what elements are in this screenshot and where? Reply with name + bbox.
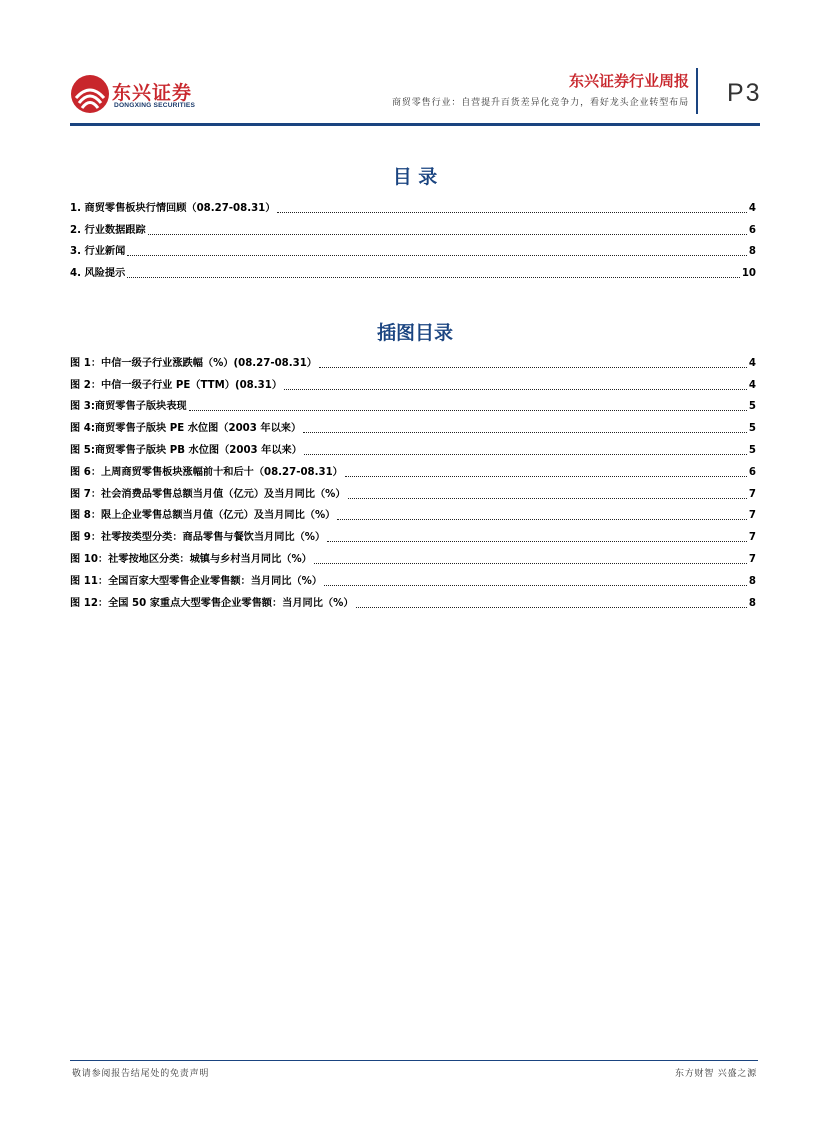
figure-item[interactable] bbox=[70, 502, 756, 524]
toc-item[interactable] bbox=[70, 194, 756, 216]
report-subtitle: 商贸零售行业：自营提升百货差异化竞争力，看好龙头企业转型布局 bbox=[391, 98, 689, 108]
figure-item-label: 图 7：社会消费品零售总额当月值（亿元）及当月同比（%） bbox=[70, 488, 346, 500]
dot-leader bbox=[314, 563, 747, 564]
report-title: 东兴证券行业周报 bbox=[568, 72, 689, 90]
dot-leader bbox=[148, 234, 747, 235]
figure-item-page: 7 bbox=[748, 532, 756, 544]
figure-item-page: 5 bbox=[748, 444, 756, 456]
figure-item[interactable] bbox=[70, 589, 756, 611]
figure-item-label: 图 9：社零按类型分类：商品零售与餐饮当月同比（%） bbox=[70, 532, 326, 544]
logo-english-name: DONGXING SECURITIES bbox=[114, 102, 196, 109]
footer-rule bbox=[70, 1060, 758, 1061]
figure-item-label: 图 3:商贸零售子版块表现 bbox=[70, 401, 187, 413]
figure-item-page: 4 bbox=[748, 357, 756, 369]
figure-item-label: 图 12：全国 50 家重点大型零售企业零售额：当月同比（%） bbox=[70, 597, 354, 609]
toc-item-label: 1. 商贸零售板块行情回顾（08.27-08.31） bbox=[70, 202, 276, 214]
figure-item-label: 图 2：中信一级子行业 PE（TTM）(08.31） bbox=[70, 379, 283, 391]
toc-item-page: 4 bbox=[748, 202, 756, 214]
toc-title: 目 录 bbox=[392, 166, 438, 188]
header-rule bbox=[70, 123, 760, 126]
figure-item-label: 图 11：全国百家大型零售企业零售额：当月同比（%） bbox=[70, 575, 323, 587]
figures-list bbox=[70, 349, 756, 611]
dot-leader bbox=[303, 432, 747, 433]
figure-item[interactable] bbox=[70, 414, 756, 436]
figure-item-label: 图 5:商贸零售子版块 PB 水位图（2003 年以来） bbox=[70, 444, 302, 456]
dot-leader bbox=[337, 519, 747, 520]
dot-leader bbox=[327, 541, 747, 542]
toc-item[interactable] bbox=[70, 238, 756, 260]
dot-leader bbox=[284, 389, 747, 390]
dot-leader bbox=[277, 212, 746, 213]
figures-title: 插图目录 bbox=[376, 322, 453, 344]
toc-item-label: 4. 风险提示 bbox=[70, 268, 126, 280]
page-number: P3 bbox=[727, 79, 762, 107]
figure-item[interactable] bbox=[70, 545, 756, 567]
disclaimer-note: 敬请参阅报告结尾处的免责声明 bbox=[72, 1069, 210, 1079]
dot-leader bbox=[304, 454, 747, 455]
figure-item-page: 5 bbox=[748, 401, 756, 413]
figure-item-page: 8 bbox=[748, 575, 756, 587]
figure-item-label: 图 6：上周商贸零售板块涨幅前十和后十（08.27-08.31） bbox=[70, 466, 343, 478]
figure-item[interactable] bbox=[70, 436, 756, 458]
dongxing-logo-icon bbox=[70, 74, 110, 114]
toc-item-page: 10 bbox=[741, 268, 756, 280]
figure-item-page: 4 bbox=[748, 379, 756, 391]
logo-chinese-name: 东兴证券 bbox=[112, 82, 193, 104]
dot-leader bbox=[348, 498, 747, 499]
toc-item[interactable] bbox=[70, 259, 756, 281]
dot-leader bbox=[189, 410, 747, 411]
figure-item-page: 8 bbox=[748, 597, 756, 609]
toc-item-label: 2. 行业数据跟踪 bbox=[70, 224, 146, 236]
header-divider bbox=[696, 68, 698, 114]
figure-item-label: 图 10：社零按地区分类：城镇与乡村当月同比（%） bbox=[70, 553, 312, 565]
figure-item[interactable] bbox=[70, 523, 756, 545]
dot-leader bbox=[319, 367, 747, 368]
figure-item-page: 6 bbox=[748, 466, 756, 478]
figure-item[interactable] bbox=[70, 371, 756, 393]
dot-leader bbox=[356, 607, 747, 608]
figure-item-page: 7 bbox=[748, 510, 756, 522]
toc-list bbox=[70, 194, 756, 281]
toc-item-page: 6 bbox=[748, 224, 756, 236]
figure-item-page: 7 bbox=[748, 488, 756, 500]
figure-item-label: 图 4:商贸零售子版块 PE 水位图（2003 年以来） bbox=[70, 423, 302, 435]
figure-item[interactable] bbox=[70, 349, 756, 371]
figure-item-page: 7 bbox=[748, 553, 756, 565]
toc-item[interactable] bbox=[70, 216, 756, 238]
dot-leader bbox=[127, 255, 747, 256]
figure-item[interactable] bbox=[70, 458, 756, 480]
figure-item-label: 图 1：中信一级子行业涨跌幅（%）(08.27-08.31） bbox=[70, 357, 317, 369]
dot-leader bbox=[345, 476, 747, 477]
dot-leader bbox=[324, 585, 747, 586]
figure-item-page: 5 bbox=[748, 423, 756, 435]
figure-item[interactable] bbox=[70, 480, 756, 502]
toc-item-label: 3. 行业新闻 bbox=[70, 246, 126, 258]
dot-leader bbox=[127, 277, 740, 278]
figure-item[interactable] bbox=[70, 393, 756, 415]
company-logo bbox=[70, 74, 204, 114]
figure-item-label: 图 8：限上企业零售总额当月值（亿元）及当月同比（%） bbox=[70, 510, 336, 522]
company-slogan: 东方财智 兴盛之源 bbox=[674, 1069, 757, 1079]
toc-item-page: 8 bbox=[748, 246, 756, 258]
figure-item[interactable] bbox=[70, 567, 756, 589]
